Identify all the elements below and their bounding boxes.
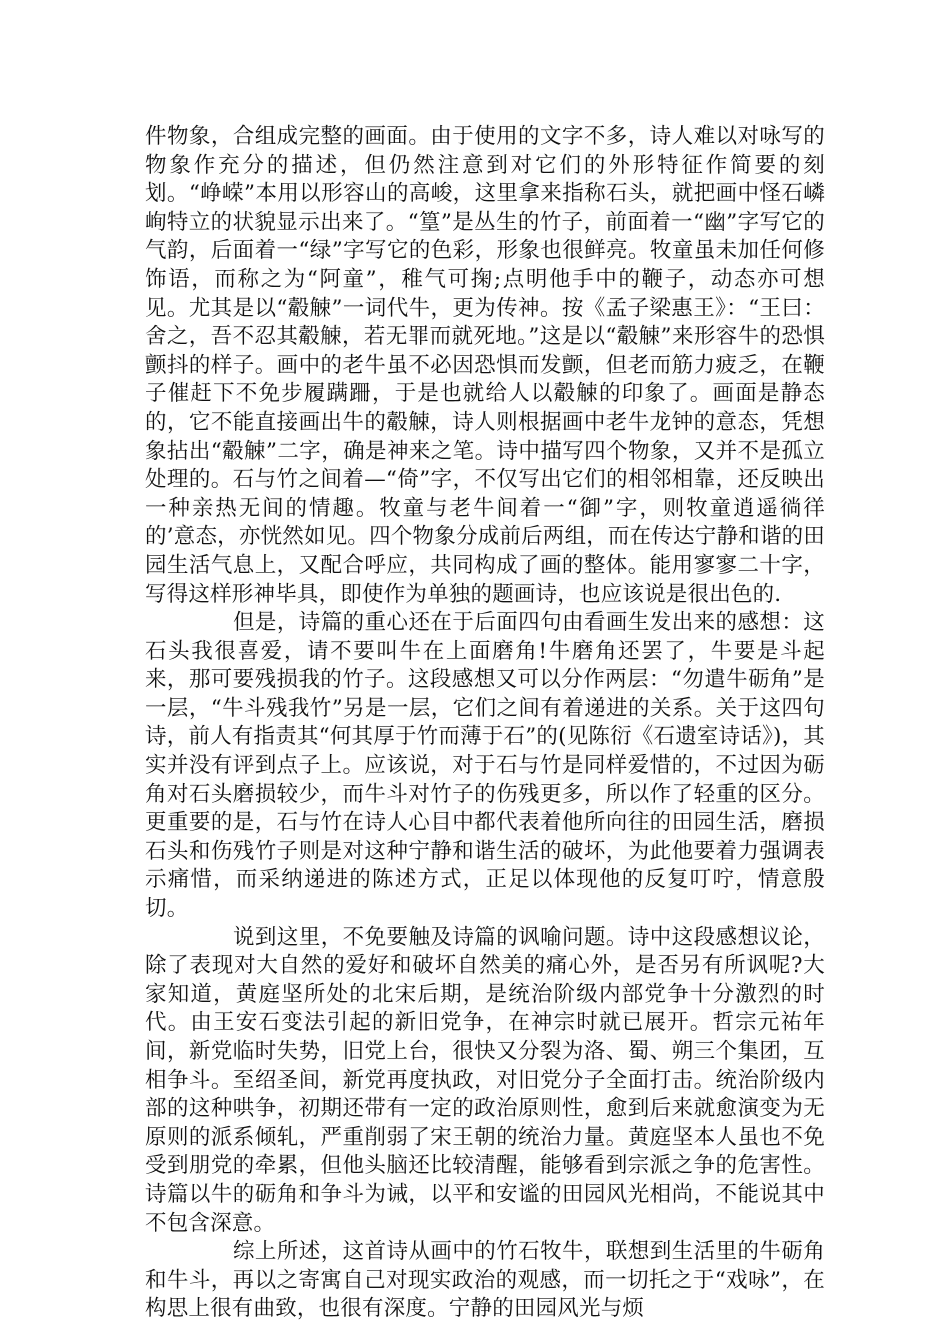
paragraph-fourth: 综上所述，这首诗从画中的竹石牧牛，联想到生活里的牛砺角和牛斗，再以之寄寓自己对现实政治的观感，而一切托之于“戏咏”，在构思上很有曲致，也很有深度。宁静的田园风光与烦 [145, 1239, 825, 1322]
paragraph-continuation: 件物象，合组成完整的画面。由于使用的文字不多，诗人难以对咏写的物象作充分的描述，但仍然注意到对它们的外形特征作简要的刻划。“峥嵘”本用以形容山的高峻，这里拿来指称石头，就把画中怪石嶙峋特立的状貌显示出来了。“篁”是丛生的竹子，前面着一“幽”字写它的气韵，后面着一“绿”字写它的色彩，形象也很鲜亮。牧童虽未加任何修饰语，而称之为“阿童”，稚气可掬;点明他手中的鞭子，动态亦可想见。尤其是以“觳觫”一词代牛，更为传神。按《孟子梁惠王》：“王曰：舍之，吾不忍其觳觫，若无罪而就死地。”这是以“觳觫”来形容牛的恐惧颤抖的样子。画中的老牛虽不必因恐惧而发颤，但老而筋力疲乏，在鞭子催赶下不免步履蹒跚，于是也就给人以觳觫的印象了。画面是静态的，它不能直接画出牛的觳觫，诗人则根据画中老牛龙钟的意态，凭想象拈出“觳觫”二字，确是神来之笔。诗中描写四个物象，又并不是孤立处理的。石与竹之间着—“倚”字，不仅写出它们的相邻相靠，还反映出一种亲热无间的情趣。牧童与老牛间着一“御”字，则牧童逍遥徜徉的’意态，亦恍然如见。四个物象分成前后两组，而在传达宁静和谐的田园生活气息上，又配合呼应，共同构成了画的整体。能用寥寥二十字，写得这样形神毕具，即使作为单独的题画诗，也应该说是很出色的. [145, 124, 825, 607]
paragraph-third: 说到这里，不免要触及诗篇的讽喻问题。诗中这段感想议论，除了表现对大自然的爱好和破坏自然美的痛心外，是否另有所讽呢?大家知道，黄庭坚所处的北宋后期，是统治阶级内部党争十分激烈的时代。由王安石变法引起的新旧党争，在神宗时就已展开。哲宗元祐年间，新党临时失势，旧党上台，很快又分裂为洛、蜀、朔三个集团，互相争斗。至绍圣间，新党再度执政，对旧党分子全面打击。统治阶级内部的这种哄争，初期还带有一定的政治原则性，愈到后来就愈演变为无原则的派系倾轧，严重削弱了宋王朝的统治力量。黄庭坚本人虽也不免受到朋党的牵累，但他头脑还比较清醒，能够看到宗派之争的危害性。诗篇以牛的砺角和争斗为诫，以平和安谧的田园风光相尚，不能说其中不包含深意。 [145, 924, 825, 1236]
article-body [145, 123, 825, 1324]
paragraph-second: 但是，诗篇的重心还在于后面四句由看画生发出来的感想：这石头我很喜爱，请不要叫牛在上面磨角!牛磨角还罢了，牛要是斗起来，那可要残损我的竹子。这段感想又可以分作两层：“勿遣牛砺角”是一层，“牛斗残我竹”另是一层，它们之间有着递进的关系。关于这四句诗，前人有指责其“何其厚于竹而薄于石”的(见陈衍《石遗室诗话》)，其实并没有评到点子上。应该说，对于石与竹是同样爱惜的，不过因为砺角对石头磨损较少，而牛斗对竹子的伤残更多，所以作了轻重的区分。更重要的是，石与竹在诗人心目中都代表着他所向往的田园生活，磨损石头和伤残竹子则是对这种宁静和谐生活的破坏，为此他要着力强调表示痛惜，而采纳递进的陈述方式，正足以体现他的反复叮咛，情意殷切。 [145, 610, 825, 922]
